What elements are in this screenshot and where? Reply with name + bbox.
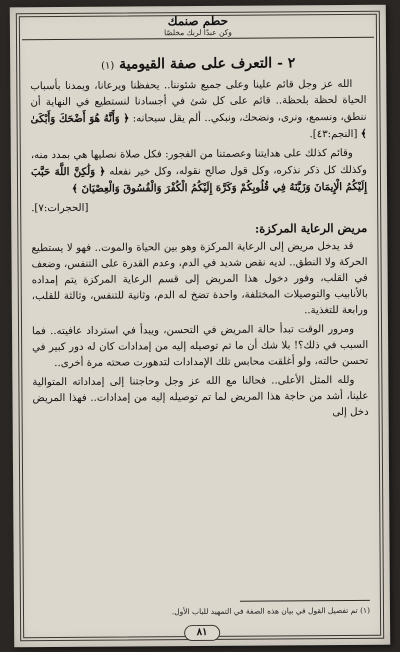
paragraph-4: ومرور الوقت تبدأ حالة المريض في التحسن، ويبدأ في استرداد عافيته.. فما السبب في ذلك؟! بلا شك أن ما تم توصيله إليه من إمدادات كان له دور كبير في تحسن حالته، ولو أغلقت محابس تلك الإمدادات لتدهورت صحته مرة أخرى.. (31, 323, 369, 370)
page-number: ٨١ (184, 625, 221, 641)
footnote-reference: (١) (101, 60, 115, 72)
subsection-heading: مريض الرعاية المركزة: (254, 220, 368, 236)
verse-citation-line (31, 199, 367, 217)
running-header (10, 13, 386, 46)
page-body (30, 49, 370, 603)
verse-citation: [الحجرات:٧]. (31, 202, 89, 215)
paragraph-3: قد يدخل مريض إلى الرعاية المركزة وهو بين الحياة والموت.. فهو لا يستطيع الحركة ولا النطق.. لديه نقص شديد في الدم، وعدم القدرة على التنفس، وضعف في القلب، وفور دخول هذا المريض إلى قسم الرعاية المركزة يتم إمداده بالأنابيب والتوصيلات المختلفة، واحدة تضخ له الدم، وثانية للتنفس، وثالثة للقلب، ورابعة للتغذية.. (31, 240, 368, 317)
footnote: (١) تم تفصيل القول في بيان هذه الصفة في التمهيد للباب الأول. (171, 605, 371, 617)
book-subtitle: وكن عبدًا لربك مخلصًا (164, 27, 232, 38)
verse-citation: [النجم:٤٣]. (309, 128, 358, 141)
section-heading (30, 53, 366, 77)
paragraph-1 (30, 77, 366, 145)
paragraph-text: وقائم كذلك على هدايتنا وعصمتنا من الفجور: فكل صلاة نصليها هي بمدد منه، وكذلك كل ذكر نذكره، وكل قول صالح نقوله، وكل خير نفعله (30, 147, 367, 178)
book-title: حطم صنمك (167, 13, 229, 29)
paragraph-text: الله عز وجل قائم علينا وعلى جميع شئوننا.. يحفظنا ويرعانا، ويمدنا بأسباب الحياة لحظة بلحظة.. قائم على كل شئ في أجسادنا لنستطيع في النهاية أن ننطق، ونسمع، ونرى، ونضحك، ونبكي.. ألم يقل سبحانه: (30, 78, 367, 125)
paragraph-2 (31, 146, 367, 198)
quran-verse: ﴿ وَلَٰكِنَّ اللَّهَ حَبَّبَ إِلَيْكُمُ الْإِيمَانَ وَزَيَّنَهُ فِي قُلُوبِكُمْ وَكَرَّهَ إِلَيْكُمُ الْكُفْرَ وَالْفُسُوقَ وَالْعِصْيَانَ ﴾ (30, 165, 368, 195)
page-number-area (14, 619, 390, 638)
quran-verse: ﴿ وَأَنَّهُ هُوَ أَضْحَكَ وَأَبْكَىٰ ﴾ (30, 112, 367, 140)
book-page (10, 5, 390, 648)
paragraph-5: ولله المثل الأعلى.. فحالنا مع الله عز وجل وحاجتنا إلى إمداداته المتوالية علينا، أشد من حاجة هذا المريض لما تم توصيله إليه من إمدادات.. فهذا المريض دخل إلى (32, 374, 369, 419)
section-number: ٢ - (277, 55, 296, 72)
section-title: التعرف على صفة القيومية (119, 55, 273, 73)
